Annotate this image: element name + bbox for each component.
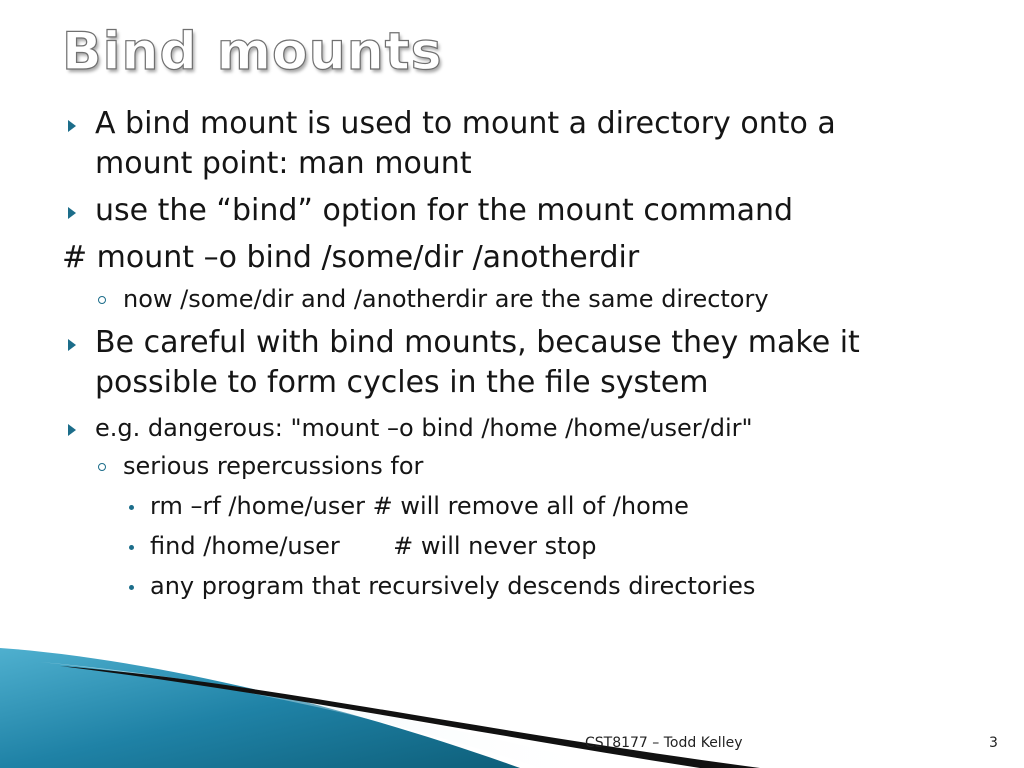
bullet-text: Be careful with bind mounts, because they make it <box>95 325 860 360</box>
dot-bullet-icon <box>129 585 134 590</box>
slide-title: Bind mounts <box>62 22 443 82</box>
circle-bullet-icon <box>98 296 106 304</box>
sub-bullet-text: serious repercussions for <box>123 452 424 480</box>
third-level-bullet-text: rm –rf /home/user # will remove all of /home <box>150 492 689 520</box>
bullet-text: e.g. dangerous: "mount –o bind /home /home/user/dir" <box>95 414 753 442</box>
triangle-bullet-icon <box>68 207 76 219</box>
circle-bullet-icon <box>98 463 106 471</box>
third-level-bullet-text: any program that recursively descends directories <box>150 572 756 600</box>
page-number: 3 <box>989 735 998 751</box>
sub-bullet-text: now /some/dir and /anotherdir are the same directory <box>123 285 769 313</box>
third-level-bullet-text: find /home/user # will never stop <box>150 532 597 560</box>
bullet-text-continuation: mount point: man mount <box>95 146 472 181</box>
triangle-bullet-icon <box>68 424 76 436</box>
command-line: # mount –o bind /some/dir /anotherdir <box>62 240 640 275</box>
triangle-bullet-icon <box>68 339 76 351</box>
bullet-text: use the “bind” option for the mount command <box>95 193 794 228</box>
decorative-swoosh <box>0 600 1024 768</box>
dot-bullet-icon <box>129 545 134 550</box>
dot-bullet-icon <box>129 505 134 510</box>
footer-course: CST8177 – Todd Kelley <box>585 735 743 751</box>
bullet-text: A bind mount is used to mount a directory onto a <box>95 106 836 141</box>
bullet-text-continuation: possible to form cycles in the file system <box>95 365 709 400</box>
triangle-bullet-icon <box>68 120 76 132</box>
